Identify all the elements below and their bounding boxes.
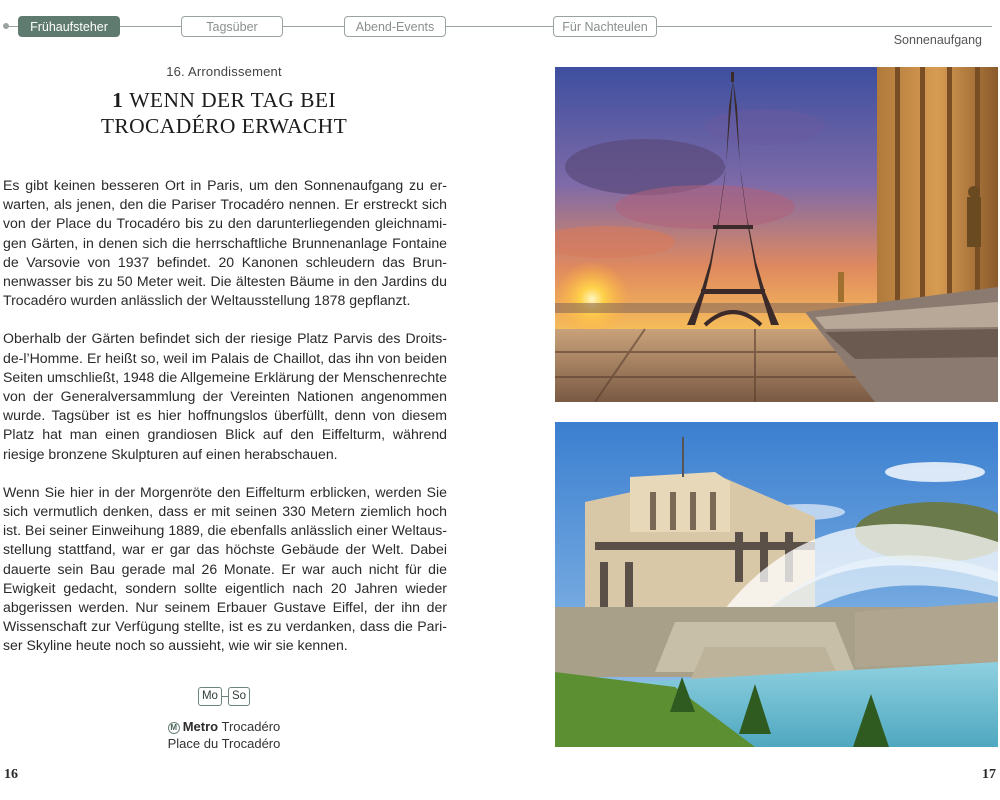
page-number-right: 17 xyxy=(982,767,996,782)
timeline-line xyxy=(6,26,992,27)
paragraph-2: Oberhalb der Gärten befindet sich der riesige Platz Parvis des Droits-de-l’Homme. Er heißt so, weil im Palais de Chaillot, das ihn von beiden Seiten umschließt, 1948 die Allgemeine Erklärung der Menschenrechte von der Generalversammlung der Vereinten Nationen angenommen wurde. Tagsüber ist es hier hoffnungslos überfüllt, denn von diesem Platz hat man einen grandiosen Blick auf den Eiffelturm, während riesige bronzene Skulpturen auf einen herabschauen. xyxy=(3,330,447,462)
tab-fruehaufsteher[interactable]: Frühaufsteher xyxy=(18,16,120,37)
title-line-1: WENN DER TAG BEI xyxy=(129,88,336,112)
photo-trocadero-fountains xyxy=(555,422,998,747)
metro-icon: M xyxy=(168,722,180,734)
article-number: 1 xyxy=(112,88,124,112)
timeline-start-dot xyxy=(3,23,9,29)
day-to-badge: So xyxy=(228,687,250,706)
opening-days xyxy=(0,687,448,706)
metro-station: Trocadéro xyxy=(221,719,281,734)
metro-address: Place du Trocadéro xyxy=(167,736,281,751)
tab-abend-events[interactable]: Abend-Events xyxy=(344,16,446,37)
day-from-badge: Mo xyxy=(198,687,222,706)
tab-fuer-nachteulen[interactable]: Für Nachteulen xyxy=(553,16,657,37)
district-label: 16. Arrondissement xyxy=(166,64,282,79)
article-title xyxy=(0,87,448,139)
title-line-2: TROCADÉRO ERWACHT xyxy=(100,114,348,138)
tab-tagsueber[interactable]: Tagsüber xyxy=(181,16,283,37)
metro-label: Metro xyxy=(182,719,219,734)
page-number-left: 16 xyxy=(4,767,18,782)
photo-eiffel-sunrise xyxy=(555,67,998,402)
article-body xyxy=(3,176,447,675)
paragraph-1: Es gibt keinen besseren Ort in Paris, um den Sonnenaufgang zu erwarten, als jenen, den die Pariser Trocadéro nennen. Er erstreckt sich von der Place du Trocadéro bis zu den darunterliegenden gleichnamigen Gärten, in denen sich die herrschaftliche Brunnenanlage Fontaine de Varsovie von 1937 befindet. 20 Kanonen schleudern das Brunnenwasser bis zu 50 Meter weit. Die ältesten Bäume in den Jardins du Trocadéro wurden anlässlich der Weltausstellung 1878 gepflanzt. xyxy=(3,177,447,309)
paragraph-3: Wenn Sie hier in der Morgenröte den Eiffelturm erblicken, werden Sie sich vermutlich denken, dass er mit seinen 330 Metern ziemlich hoch ist. Bei seiner Einweihung 1889, die ebenfalls anlässlich einer Weltausstellung stattfand, war er gar das höchste Gebäude der Welt. Dabei dauerte sein Bau gerade mal 26 Monate. Er war auch nicht für die Ewigkeit gedacht, sondern sollte eigentlich nach 20 Jahren wieder abgerissen werden. Nur seinem Erbauer Gustave Eiffel, der ihn der Wissenschaft zur Verfügung stellte, ist es zu verdanken, dass die Pariser Skyline heute noch so aussieht, wie wir sie kennen. xyxy=(3,483,447,654)
section-label: Sonnenaufgang xyxy=(893,33,982,47)
metro-info xyxy=(0,718,448,752)
